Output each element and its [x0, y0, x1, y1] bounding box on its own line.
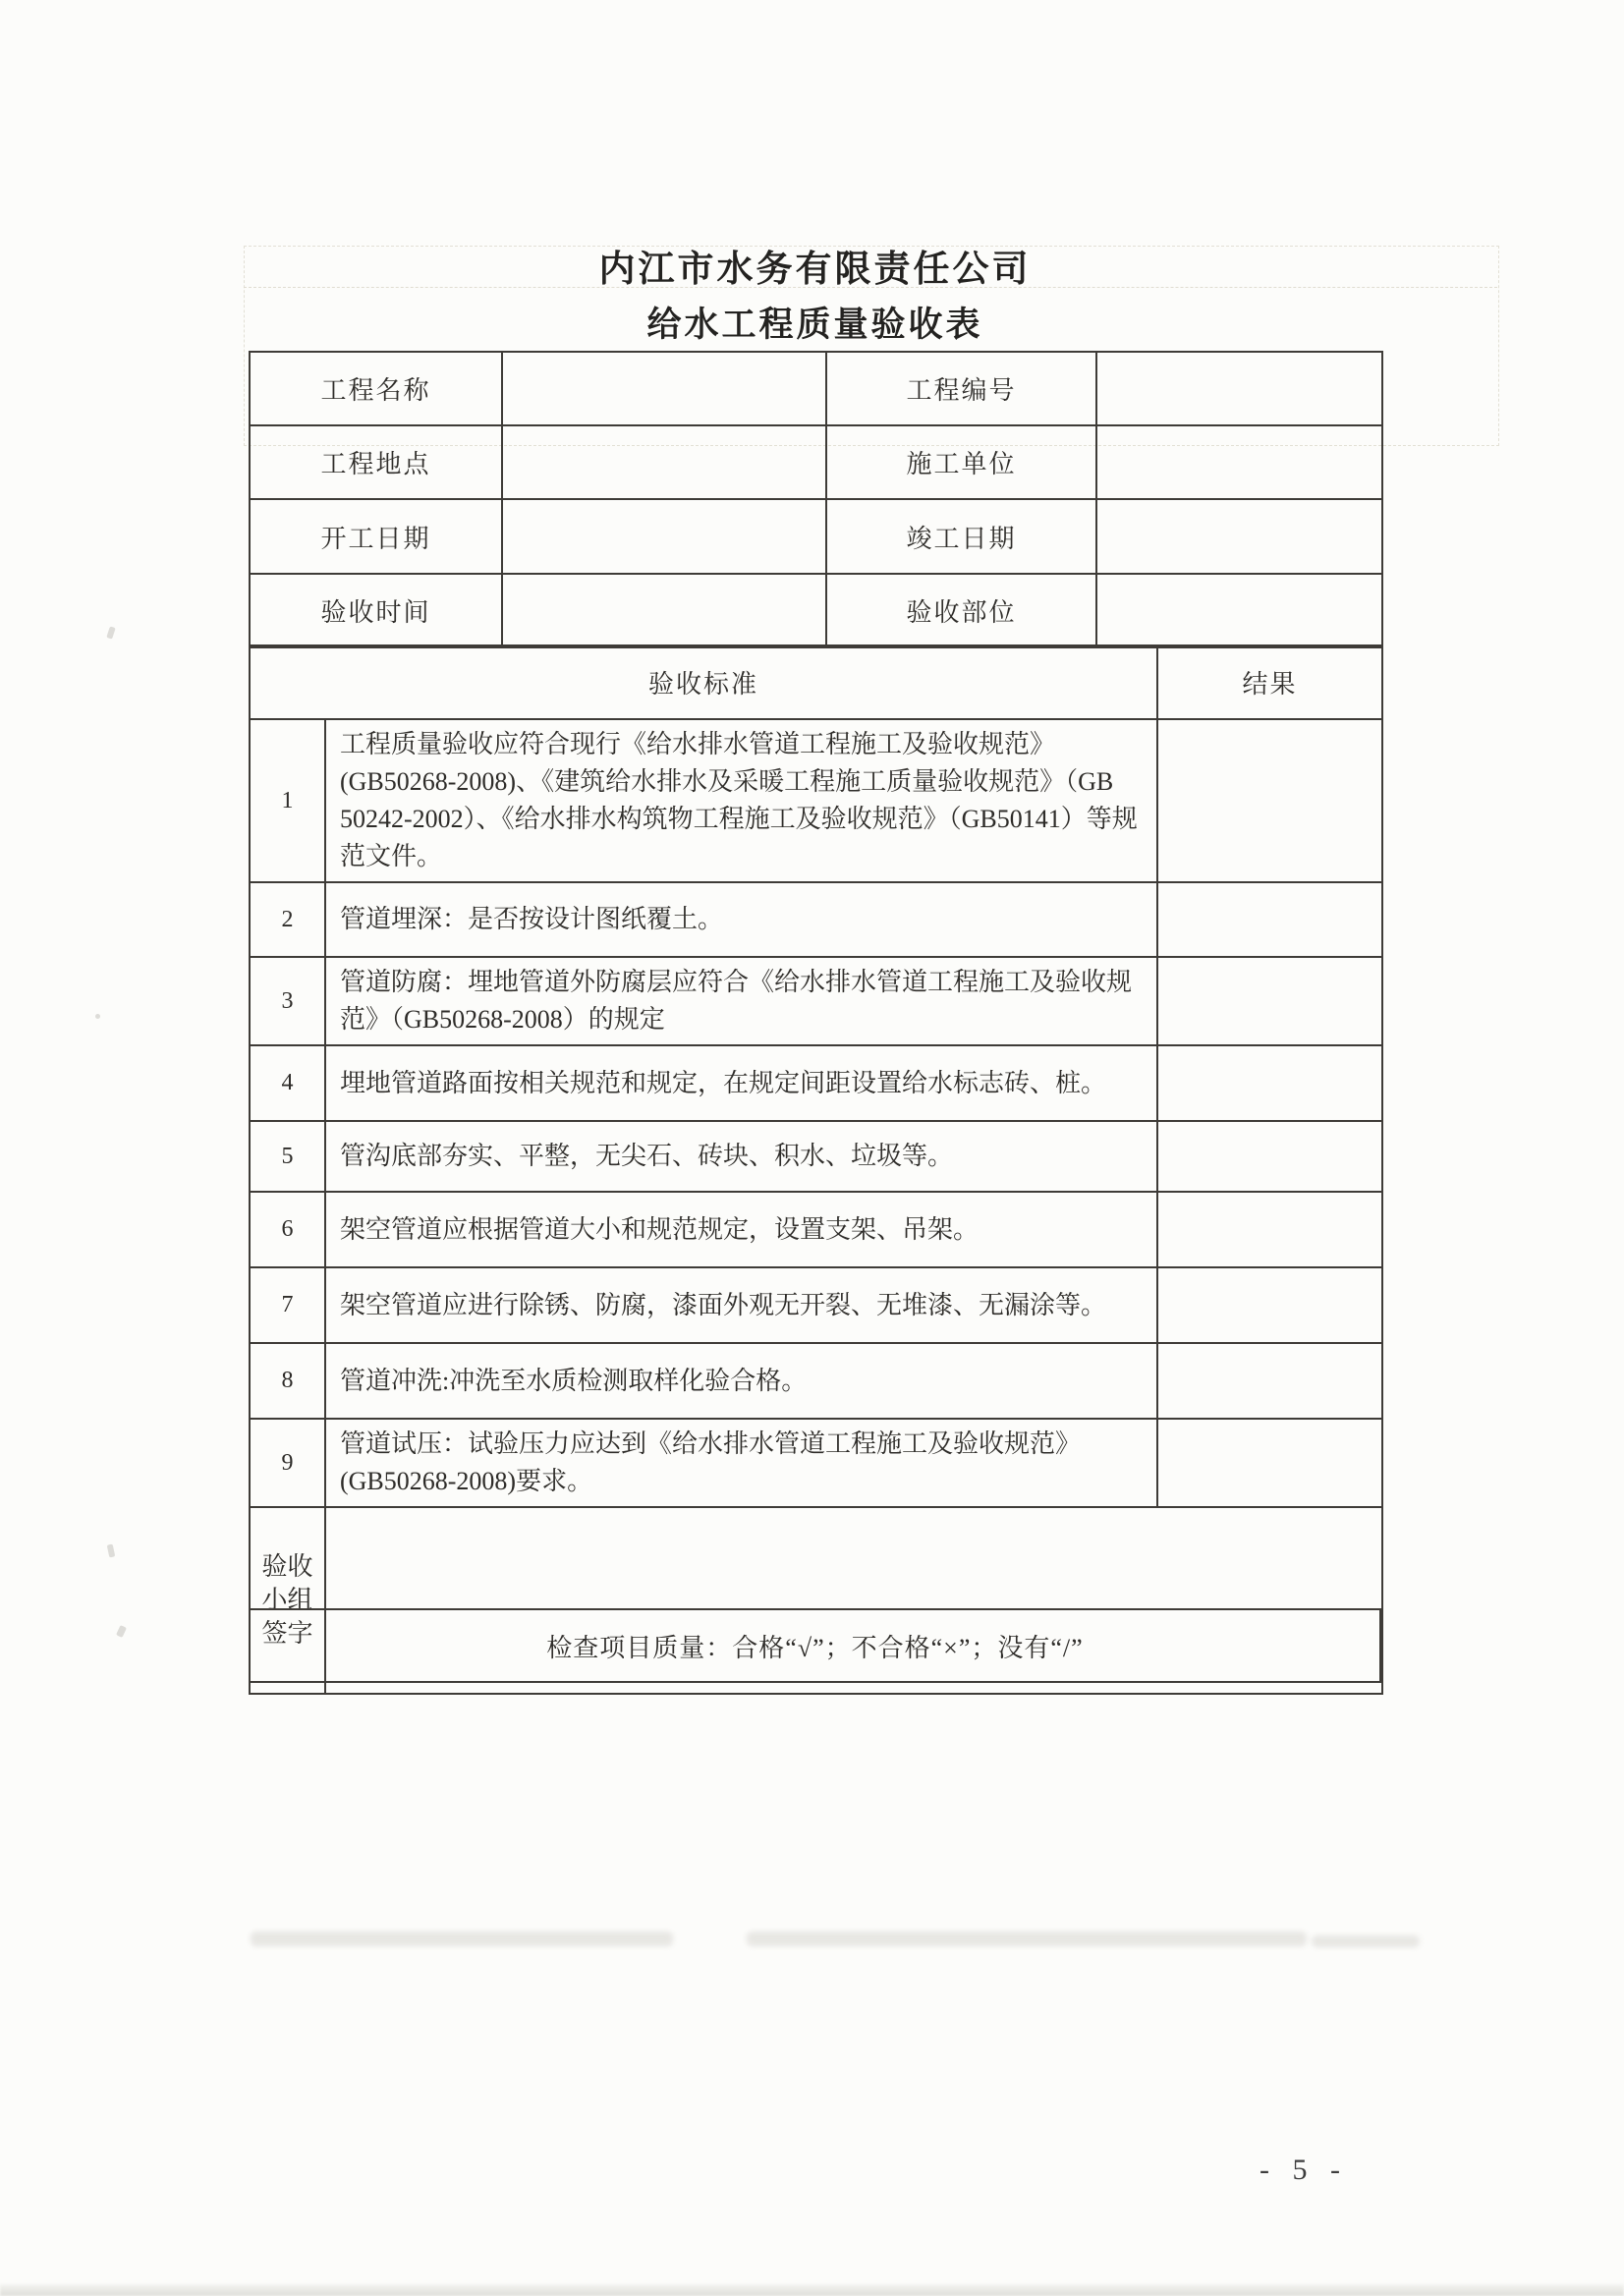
standard-row: [250, 882, 1382, 957]
info-value-project-number: [1096, 352, 1382, 425]
standard-row-text: 管道防腐：埋地管道外防腐层应符合《给水排水管道工程施工及验收规范》（GB50268-2008）的规定: [325, 957, 1157, 1045]
info-label-construction-unit: 施工单位: [826, 425, 1096, 499]
standard-row-result-cell: [1157, 1343, 1382, 1419]
standard-row-number: 6: [250, 1192, 325, 1267]
standard-row: [250, 1045, 1382, 1121]
info-value-completion-date: [1096, 499, 1382, 574]
info-label-acceptance-part: 验收部位: [826, 574, 1096, 647]
standard-row: [250, 719, 1382, 882]
standard-row-result-cell: [1157, 1419, 1382, 1507]
standard-row: [250, 1121, 1382, 1192]
standard-row-text: 管道冲洗:冲洗至水质检测取样化验合格。: [325, 1343, 1157, 1419]
info-value-project-name: [502, 352, 826, 425]
info-label-completion-date: 竣工日期: [826, 499, 1096, 574]
info-label-acceptance-time: 验收时间: [250, 574, 502, 647]
standard-row-result-cell: [1157, 1121, 1382, 1192]
info-value-acceptance-part: [1096, 574, 1382, 647]
criteria-column-header: 验收标准: [250, 645, 1157, 719]
info-row: [250, 425, 1382, 499]
standard-row-number: 2: [250, 882, 325, 957]
standard-row-result-cell: [1157, 882, 1382, 957]
standard-row-text: 埋地管道路面按相关规范和规定，在规定间距设置给水标志砖、桩。: [325, 1045, 1157, 1121]
info-label-project-number: 工程编号: [826, 352, 1096, 425]
standard-row-text: 架空管道应进行除锈、防腐，漆面外观无开裂、无堆漆、无漏涂等。: [325, 1267, 1157, 1343]
info-value-acceptance-time: [502, 574, 826, 647]
standard-row: [250, 1343, 1382, 1419]
scan-artifact: [106, 626, 115, 639]
standard-row: [250, 957, 1382, 1045]
standard-row: [250, 1192, 1382, 1267]
standards-header-row: [250, 645, 1382, 719]
inspection-legend-text: 检查项目质量：合格“√”；不合格“×”；没有“/”: [546, 1633, 1084, 1662]
standard-row-number: 7: [250, 1267, 325, 1343]
signature-group-label: 验收 小组 签字: [250, 1507, 325, 1694]
scan-artifact: [107, 1544, 116, 1558]
scan-smudge: [1312, 1935, 1420, 1947]
info-value-construction-unit: [1096, 425, 1382, 499]
page-number: - 5 -: [1260, 2154, 1348, 2186]
standard-row-number: 3: [250, 957, 325, 1045]
standard-row-text: 工程质量验收应符合现行《给水排水管道工程施工及验收规范》(GB50268-2008)、《建筑给水排水及采暖工程施工质量验收规范》（GB 50242-2002）、《给水排水构筑物工程施工及验收规范》（GB50141）等规范文件。: [325, 719, 1157, 882]
standard-row-text: 架空管道应根据管道大小和规范规定，设置支架、吊架。: [325, 1192, 1157, 1267]
standard-row-number: 5: [250, 1121, 325, 1192]
standard-row-text: 管道埋深：是否按设计图纸覆土。: [325, 882, 1157, 957]
standard-row-result-cell: [1157, 957, 1382, 1045]
company-title: 内江市水务有限责任公司: [598, 250, 1032, 290]
project-info-table: [249, 351, 1383, 648]
standard-row-result-cell: [1157, 719, 1382, 882]
standard-row-number: 4: [250, 1045, 325, 1121]
scan-artifact: [95, 1014, 100, 1019]
info-label-start-date: 开工日期: [250, 499, 502, 574]
standard-row: [250, 1267, 1382, 1343]
standard-row-number: 9: [250, 1419, 325, 1507]
info-value-start-date: [502, 499, 826, 574]
scan-page-edge: [0, 2284, 1624, 2296]
standard-row-number: 8: [250, 1343, 325, 1419]
info-value-project-location: [502, 425, 826, 499]
scan-smudge: [251, 1932, 673, 1946]
standard-row-text: 管沟底部夯实、平整，无尖石、砖块、积水、垃圾等。: [325, 1121, 1157, 1192]
info-row: [250, 499, 1382, 574]
info-row: [250, 352, 1382, 425]
info-label-project-location: 工程地点: [250, 425, 502, 499]
standard-row-number: 1: [250, 719, 325, 882]
result-column-header: 结果: [1157, 645, 1382, 719]
standard-row-result-cell: [1157, 1267, 1382, 1343]
standard-row-result-cell: [1157, 1045, 1382, 1121]
standard-row-text: 管道试压：试验压力应达到《给水排水管道工程施工及验收规范》(GB50268-2008)要求。: [325, 1419, 1157, 1507]
scan-artifact: [116, 1625, 127, 1638]
standard-row-result-cell: [1157, 1192, 1382, 1267]
info-row: [250, 574, 1382, 647]
form-title: 给水工程质量验收表: [646, 306, 983, 344]
inspection-legend-box: [249, 1608, 1381, 1683]
standards-table: [249, 644, 1383, 1695]
info-label-project-name: 工程名称: [250, 352, 502, 425]
standard-row: [250, 1419, 1382, 1507]
scan-smudge: [747, 1932, 1307, 1946]
